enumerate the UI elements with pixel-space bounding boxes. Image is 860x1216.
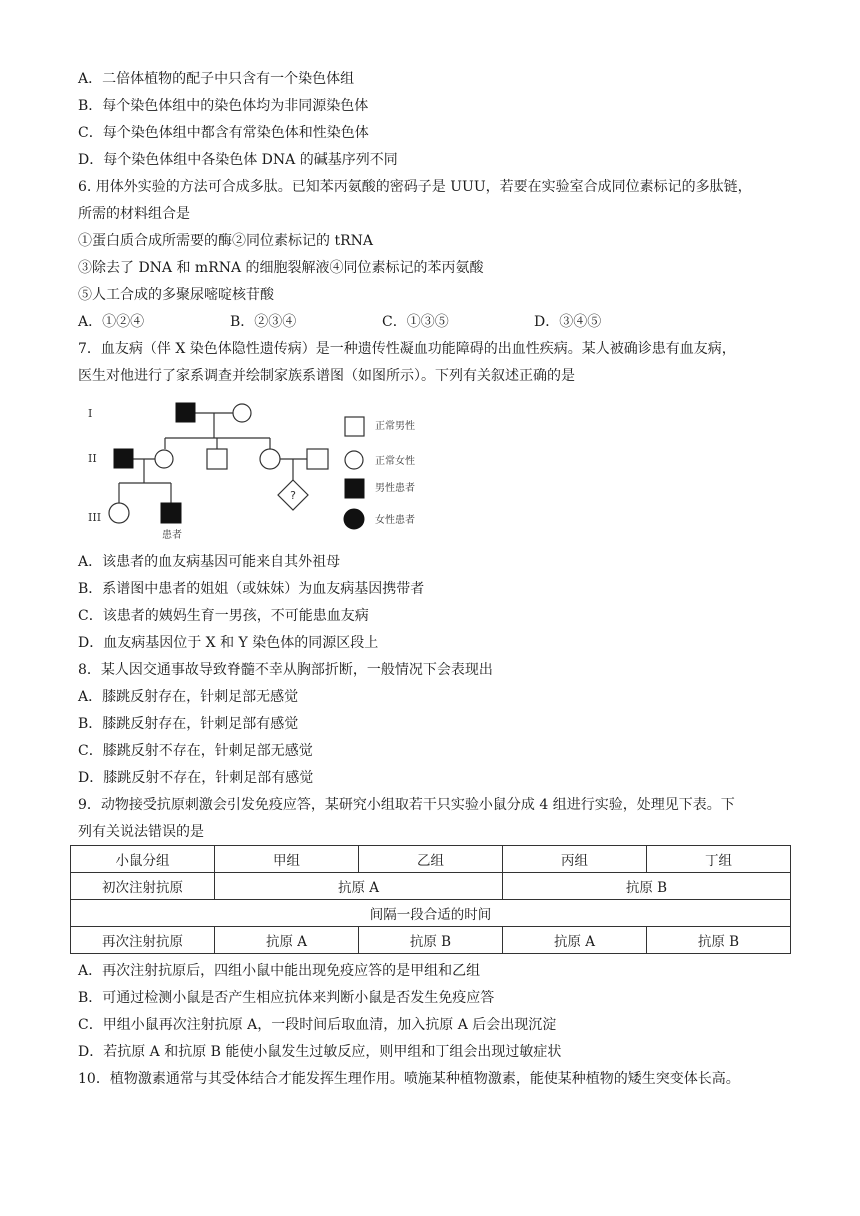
q6-option-c: C．①③⑤	[382, 314, 449, 330]
table-header-cell: 小鼠分组	[71, 846, 215, 873]
q6-option-a: A．①②④	[78, 314, 145, 330]
gen2-normal-male-spouse	[307, 449, 328, 469]
table-cell: 抗原 A	[215, 927, 359, 954]
q6-options-row	[78, 313, 778, 331]
unknown-mark: ?	[290, 489, 296, 502]
legend-normal-female-icon	[345, 451, 363, 469]
q7-stem-line2: 医生对他进行了家系调查并绘制家族系谱图（如图所示）。下列有关叙述正确的是	[78, 368, 575, 384]
table-header-cell: 丁组	[647, 846, 791, 873]
q6-item-3-4: ③除去了 DNA 和 mRNA 的细胞裂解液④同位素标记的苯丙氨酸	[78, 260, 484, 276]
table-cell: 抗原 B	[503, 873, 791, 900]
q6-item-5: ⑤人工合成的多聚尿嘧啶核苷酸	[78, 287, 274, 303]
legend-normal-male: 正常男性	[375, 421, 415, 432]
q5-option-a: A．二倍体植物的配子中只含有一个染色体组	[78, 71, 355, 87]
q9-stem-line2: 列有关说法错误的是	[78, 824, 204, 840]
row-label: 初次注射抗原	[71, 873, 215, 900]
legend-normal-male-icon	[345, 417, 364, 436]
patient-label: 患者	[162, 530, 182, 541]
table-cell: 抗原 A	[503, 927, 647, 954]
legend-affected-female-icon	[344, 509, 364, 529]
q7-option-d: D．血友病基因位于 X 和 Y 染色体的同源区段上	[78, 635, 379, 651]
experiment-table	[70, 845, 791, 954]
q9-stem-line1: 9．动物接受抗原刺激会引发免疫应答，某研究小组取若干只实验小鼠分成 4 组进行实验，处理见下表。下	[78, 797, 735, 813]
row-label: 再次注射抗原	[71, 927, 215, 954]
legend-affected-male: 男性患者	[375, 483, 415, 494]
table-header-cell: 甲组	[215, 846, 359, 873]
table-cell: 抗原 B	[359, 927, 503, 954]
q9-option-c: C．甲组小鼠再次注射抗原 A，一段时间后取血清，加入抗原 A 后会出现沉淀	[78, 1017, 557, 1033]
q8-option-b: B．膝跳反射存在，针刺足部有感觉	[78, 716, 299, 732]
interval-cell: 间隔一段合适的时间	[71, 900, 791, 927]
q7-option-b: B．系谱图中患者的姐姐（或妹妹）为血友病基因携带者	[78, 581, 425, 597]
table-row-first-injection	[71, 873, 791, 900]
q6-option-b: B．②③④	[230, 314, 297, 330]
q9-option-b: B．可通过检测小鼠是否产生相应抗体来判断小鼠是否发生免疫应答	[78, 990, 495, 1006]
q6-item-1-2: ①蛋白质合成所需要的酶②同位素标记的 tRNA	[78, 233, 373, 249]
q5-option-d: D．每个染色体组中各染色体 DNA 的碱基序列不同	[78, 152, 398, 168]
q6-stem-line1: 6. 用体外实验的方法可合成多肽。已知苯丙氨酸的密码子是 UUU，若要在实验室合成同位素标记的多肽链，	[78, 179, 752, 195]
q6-option-d: D．③④⑤	[534, 314, 602, 330]
table-header-cell: 乙组	[359, 846, 503, 873]
table-cell: 抗原 A	[215, 873, 503, 900]
q8-option-c: C．膝跳反射不存在，针刺足部无感觉	[78, 743, 313, 759]
legend-affected-female: 女性患者	[375, 515, 415, 526]
table-cell: 抗原 B	[647, 927, 791, 954]
q8-option-d: D．膝跳反射不存在，针刺足部有感觉	[78, 770, 314, 786]
gen3-normal-female	[109, 503, 129, 523]
gen2-affected-male	[114, 449, 133, 468]
table-row-second-injection	[71, 927, 791, 954]
q5-option-b: B．每个染色体组中的染色体均为非同源染色体	[78, 98, 369, 114]
gen2-normal-female-2	[260, 449, 280, 469]
generation-label-i: I	[88, 407, 93, 420]
q8-stem: 8．某人因交通事故导致脊髓不幸从胸部折断，一般情况下会表现出	[78, 662, 493, 678]
legend-affected-male-icon	[345, 479, 364, 498]
gen3-affected-male-patient	[161, 503, 181, 523]
q8-option-a: A．膝跳反射存在，针刺足部无感觉	[78, 689, 299, 705]
q7-option-c: C．该患者的姨妈生育一男孩，不可能患血友病	[78, 608, 369, 624]
q7-stem-line1: 7．血友病（伴 X 染色体隐性遗传病）是一种遗传性凝血功能障碍的出血性疾病。某人被确诊患有血友病，	[78, 341, 736, 357]
q6-stem-line2: 所需的材料组合是	[78, 206, 190, 222]
q10-stem: 10．植物激素通常与其受体结合才能发挥生理作用。喷施某种植物激素，能使某种植物的矮生突变体长高。	[78, 1071, 740, 1087]
gen2-normal-female-1	[155, 450, 173, 468]
generation-label-iii: III	[88, 511, 102, 524]
q5-option-c: C．每个染色体组中都含有常染色体和性染色体	[78, 125, 369, 141]
legend-normal-female: 正常女性	[375, 456, 415, 467]
q7-option-a: A．该患者的血友病基因可能来自其外祖母	[78, 554, 341, 570]
gen2-normal-male	[207, 449, 227, 469]
table-header-cell: 丙组	[503, 846, 647, 873]
generation-label-ii: II	[88, 452, 97, 465]
q9-option-a: A．再次注射抗原后，四组小鼠中能出现免疫应答的是甲组和乙组	[78, 963, 481, 979]
gen1-affected-male	[176, 403, 195, 422]
pedigree-chart	[78, 395, 438, 547]
gen1-normal-female	[233, 404, 251, 422]
table-header-row	[71, 846, 791, 873]
q9-option-d: D．若抗原 A 和抗原 B 能使小鼠发生过敏反应，则甲组和丁组会出现过敏症状	[78, 1044, 562, 1060]
table-row-interval	[71, 900, 791, 927]
